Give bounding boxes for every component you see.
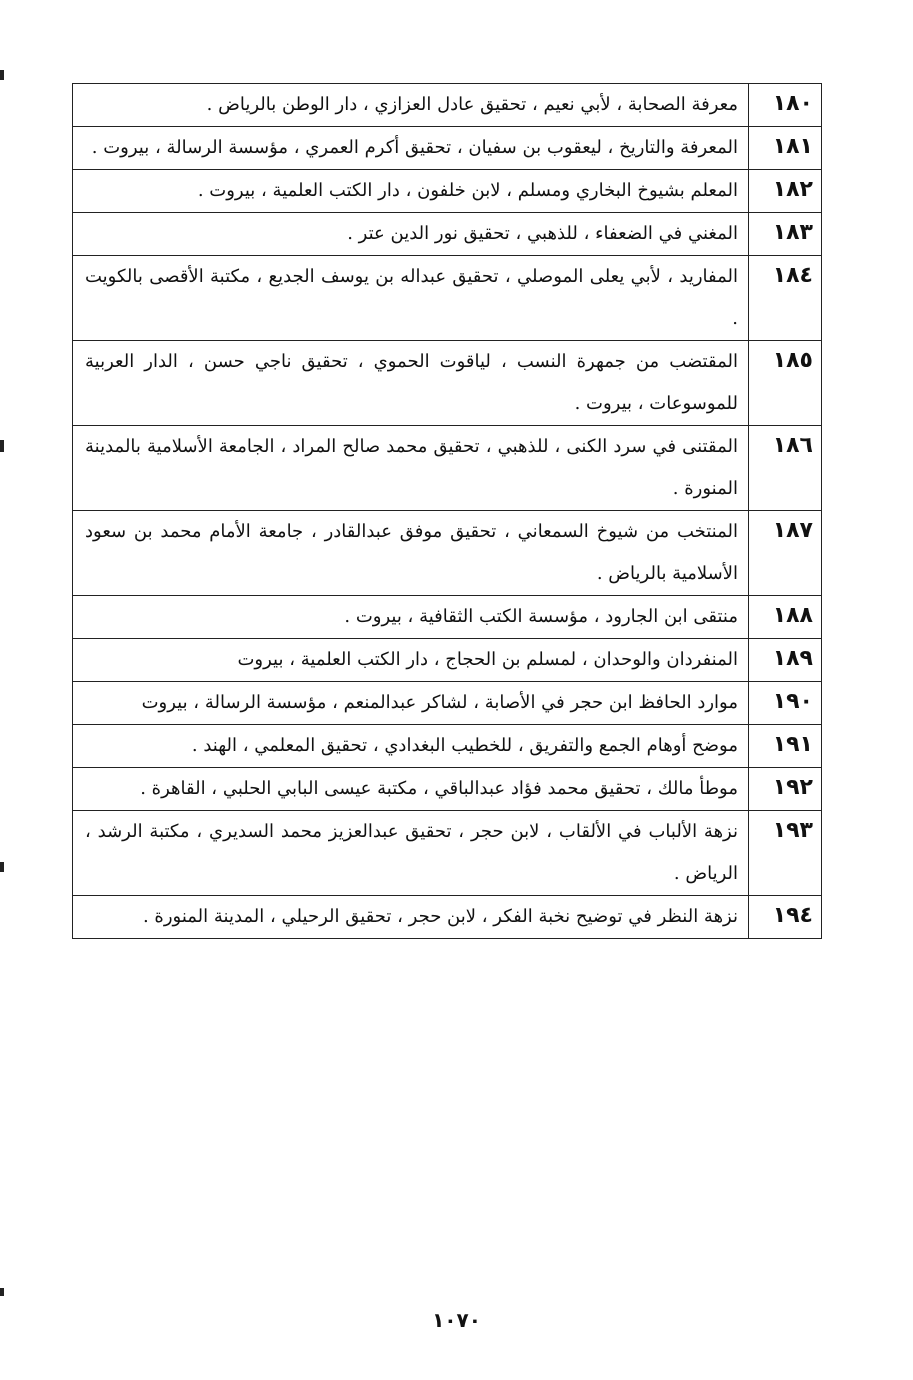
table-row bbox=[73, 426, 822, 511]
entry-text: المقتنى في سرد الكنى ، للذهبي ، تحقيق محمد صالح المراد ، الجامعة الأسلامية بالمدينة المنورة . bbox=[73, 426, 749, 511]
entry-number: ١٩٣ bbox=[749, 811, 822, 896]
table-row bbox=[73, 256, 822, 341]
table-row bbox=[73, 596, 822, 639]
entry-number: ١٩٤ bbox=[749, 896, 822, 939]
entry-text: نزهة الألباب في الألقاب ، لابن حجر ، تحقيق عبدالعزيز محمد السديري ، مكتبة الرشد ، الرياض . bbox=[73, 811, 749, 896]
entry-number: ١٨١ bbox=[749, 127, 822, 170]
entry-text: منتقى ابن الجارود ، مؤسسة الكتب الثقافية ، بيروت . bbox=[73, 596, 749, 639]
table-row bbox=[73, 811, 822, 896]
entry-text: معرفة الصحابة ، لأبي نعيم ، تحقيق عادل العزازي ، دار الوطن بالرياض . bbox=[73, 84, 749, 127]
entry-text: المفاريد ، لأبي يعلى الموصلي ، تحقيق عبداله بن يوسف الجديع ، مكتبة الأقصى بالكويت . bbox=[73, 256, 749, 341]
table-row bbox=[73, 682, 822, 725]
table-row bbox=[73, 511, 822, 596]
entry-text: موارد الحافظ ابن حجر في الأصابة ، لشاكر عبدالمنعم ، مؤسسة الرسالة ، بيروت bbox=[73, 682, 749, 725]
scan-edge-mark bbox=[0, 862, 4, 872]
entry-text: المغني في الضعفاء ، للذهبي ، تحقيق نور الدين عتر . bbox=[73, 213, 749, 256]
entry-number: ١٨٥ bbox=[749, 341, 822, 426]
table-row bbox=[73, 639, 822, 682]
entry-number: ١٨٧ bbox=[749, 511, 822, 596]
entry-text: المنفردان والوحدان ، لمسلم بن الحجاج ، دار الكتب العلمية ، بيروت bbox=[73, 639, 749, 682]
table-row bbox=[73, 896, 822, 939]
entry-number: ١٨٤ bbox=[749, 256, 822, 341]
entry-number: ١٨٢ bbox=[749, 170, 822, 213]
entry-number: ١٩٠ bbox=[749, 682, 822, 725]
entry-text: موضح أوهام الجمع والتفريق ، للخطيب البغدادي ، تحقيق المعلمي ، الهند . bbox=[73, 725, 749, 768]
table-row bbox=[73, 725, 822, 768]
references-table bbox=[72, 83, 822, 939]
scan-edge-mark bbox=[0, 440, 4, 452]
entry-number: ١٩٢ bbox=[749, 768, 822, 811]
table-row bbox=[73, 127, 822, 170]
table-row bbox=[73, 84, 822, 127]
entry-text: نزهة النظر في توضيح نخبة الفكر ، لابن حجر ، تحقيق الرحيلي ، المدينة المنورة . bbox=[73, 896, 749, 939]
entry-number: ١٨٩ bbox=[749, 639, 822, 682]
entry-number: ١٨٦ bbox=[749, 426, 822, 511]
entry-text: المعرفة والتاريخ ، ليعقوب بن سفيان ، تحقيق أكرم العمري ، مؤسسة الرسالة ، بيروت . bbox=[73, 127, 749, 170]
table-row bbox=[73, 341, 822, 426]
entry-text: المقتضب من جمهرة النسب ، لياقوت الحموي ، تحقيق ناجي حسن ، الدار العربية للموسوعات ، بيروت . bbox=[73, 341, 749, 426]
entry-text: المعلم بشيوخ البخاري ومسلم ، لابن خلفون ، دار الكتب العلمية ، بيروت . bbox=[73, 170, 749, 213]
scan-edge-mark bbox=[0, 1288, 4, 1296]
table-row bbox=[73, 213, 822, 256]
entry-text: موطأ مالك ، تحقيق محمد فؤاد عبدالباقي ، مكتبة عيسى البابي الحلبي ، القاهرة . bbox=[73, 768, 749, 811]
entry-number: ١٨٨ bbox=[749, 596, 822, 639]
entry-number: ١٨٠ bbox=[749, 84, 822, 127]
entry-number: ١٨٣ bbox=[749, 213, 822, 256]
entry-text: المنتخب من شيوخ السمعاني ، تحقيق موفق عبدالقادر ، جامعة الأمام محمد بن سعود الأسلامية بالرياض . bbox=[73, 511, 749, 596]
entry-number: ١٩١ bbox=[749, 725, 822, 768]
scan-edge-mark bbox=[0, 70, 4, 80]
table-row bbox=[73, 170, 822, 213]
page-number: ١٠٧٠ bbox=[432, 1308, 481, 1332]
table-row bbox=[73, 768, 822, 811]
